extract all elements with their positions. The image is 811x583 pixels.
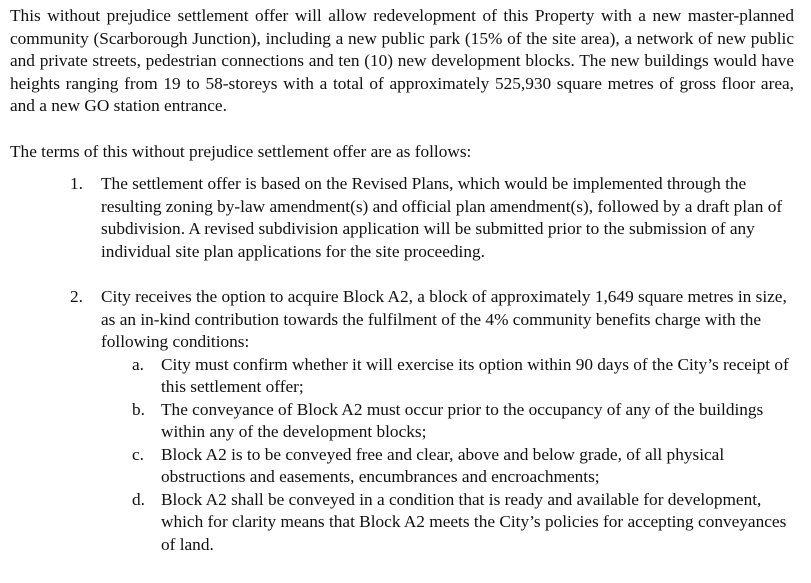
condition-item-b [101,399,794,444]
condition-letter: c. [132,444,144,464]
item-text: The settlement offer is based on the Revised Plans, which would be implemented through the resulting zoning by-law amendment(s) and official plan amendment(s), followed by a draft plan of subdivision. A revised subdivision application will be submitted prior to the submission of any individual site plan applications for the site proceeding. [101,174,783,261]
intro-paragraph: This without prejudice settlement offer will allow redevelopment of this Property with a new master-planned community (Scarborough Junction), including a new public park (15% of the site area), a network of new public and private streets, pedestrian connections and ten (10) new development blocks. The new buildings would have heights ranging from 19 to 58-storeys with a total of approximately 525,930 square metres of gross floor area, and a new GO station entrance. [10,6,794,115]
condition-item-d [101,489,794,557]
item-text: City receives the option to acquire Block A2, a block of approximately 1,649 square metres in size, as an in-kind contribution towards the fulfilment of the 4% community benefits charge with the following conditions: [101,287,787,351]
condition-text: Block A2 shall be conveyed in a condition that is ready and available for development, which for clarity means that Block A2 meets the City’s policies for accepting conveyances of land. [161,489,787,554]
condition-text: City must confirm whether it will exercise its option within 90 days of the City’s receipt of this settlement offer; [161,354,789,396]
document-page [10,5,794,556]
item-number: 2. [70,287,83,306]
condition-letter: d. [132,489,145,509]
condition-item-c [101,444,794,489]
terms-intro: The terms of this without prejudice settlement offer are as follows: [10,141,472,161]
numbered-item-2 [10,286,794,556]
item-number: 1. [70,174,83,193]
condition-letter: b. [132,399,145,419]
condition-letter: a. [132,354,144,374]
condition-text: Block A2 is to be conveyed free and clear, above and below grade, of all physical obstructions and easements, encumbrances and encroachments; [161,444,725,486]
conditions-list [101,354,794,557]
condition-text: The conveyance of Block A2 must occur prior to the occupancy of any of the buildings within any of the development blocks; [161,399,764,441]
numbered-item-1 [10,173,794,263]
condition-item-a [101,354,794,399]
